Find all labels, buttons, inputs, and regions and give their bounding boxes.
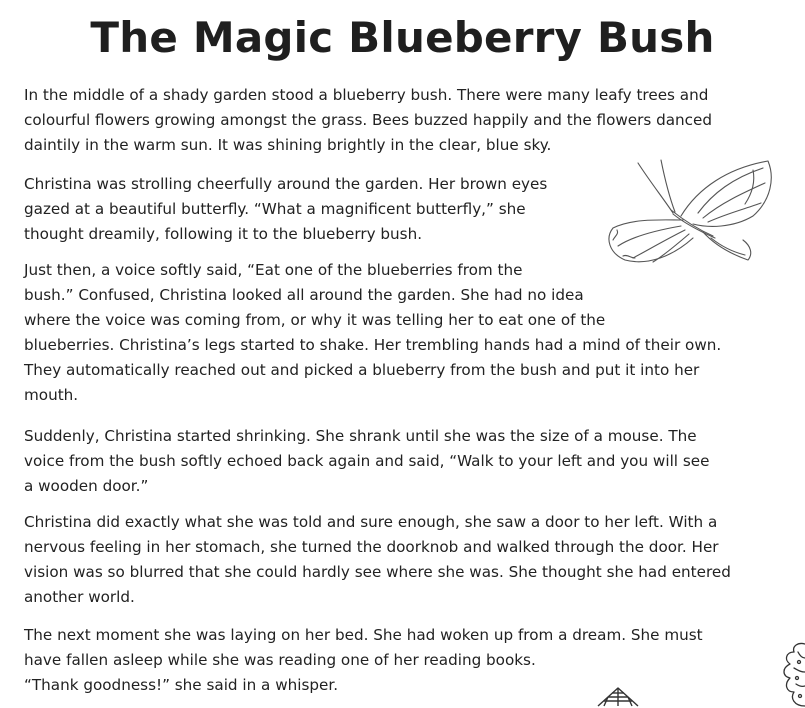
paragraph-6: [24, 623, 764, 698]
paragraph-line: Christina did exactly what she was told and sure enough, she saw a door to her left. With a: [24, 513, 718, 531]
paragraph-line: mouth.: [24, 386, 79, 404]
paragraph-line: bush.” Confused, Christina looked all around the garden. She had no idea: [24, 286, 584, 304]
paragraph-line: Christina was strolling cheerfully around the garden. Her brown eyes: [24, 175, 548, 193]
paragraph-2: [24, 172, 604, 247]
paragraph-line: gazed at a beautiful butterfly. “What a magnificent butterfly,” she: [24, 200, 526, 218]
paragraph-line: Just then, a voice softly said, “Eat one of the blueberries from the: [24, 261, 523, 279]
bush-illustration: [772, 640, 805, 708]
paragraph-line: where the voice was coming from, or why it was telling her to eat one of the: [24, 311, 606, 329]
paragraph-line: Suddenly, Christina started shrinking. She shrank until she was the size of a mouse. The: [24, 427, 697, 445]
paragraph-4: [24, 424, 784, 499]
paragraph-line: another world.: [24, 588, 135, 606]
paragraph-line: a wooden door.”: [24, 477, 149, 495]
story-title: The Magic Blueberry Bush: [90, 13, 715, 62]
paragraph-line: blueberries. Christina’s legs started to shake. Her trembling hands had a mind of their own.: [24, 336, 722, 354]
paragraph-line: vision was so blurred that she could hardly see where she was. She thought she had entered: [24, 563, 731, 581]
paragraph-3-start: [24, 258, 589, 308]
paragraph-line: “Thank goodness!” she said in a whisper.: [24, 676, 339, 694]
paragraph-line: thought dreamily, following it to the blueberry bush.: [24, 225, 423, 243]
paragraph-line: voice from the bush softly echoed back again and said, “Walk to your left and you will see: [24, 452, 710, 470]
paragraph-1: [24, 83, 784, 158]
paragraph-5: [24, 510, 784, 610]
paragraph-line: have fallen asleep while she was reading one of her reading books.: [24, 651, 536, 669]
paragraph-3-rest: [24, 308, 784, 408]
gazebo-illustration: [594, 684, 642, 708]
paragraph-line: daintily in the warm sun. It was shining brightly in the clear, blue sky.: [24, 136, 552, 154]
paragraph-line: colourful flowers growing amongst the grass. Bees buzzed happily and the flowers danced: [24, 111, 713, 129]
paragraph-line: The next moment she was laying on her bed. She had woken up from a dream. She must: [24, 626, 703, 644]
paragraph-line: nervous feeling in her stomach, she turned the doorknob and walked through the door. Her: [24, 538, 719, 556]
butterfly-illustration: [603, 158, 783, 268]
paragraph-line: In the middle of a shady garden stood a blueberry bush. There were many leafy trees and: [24, 86, 709, 104]
paragraph-line: They automatically reached out and picked a blueberry from the bush and put it into her: [24, 361, 700, 379]
